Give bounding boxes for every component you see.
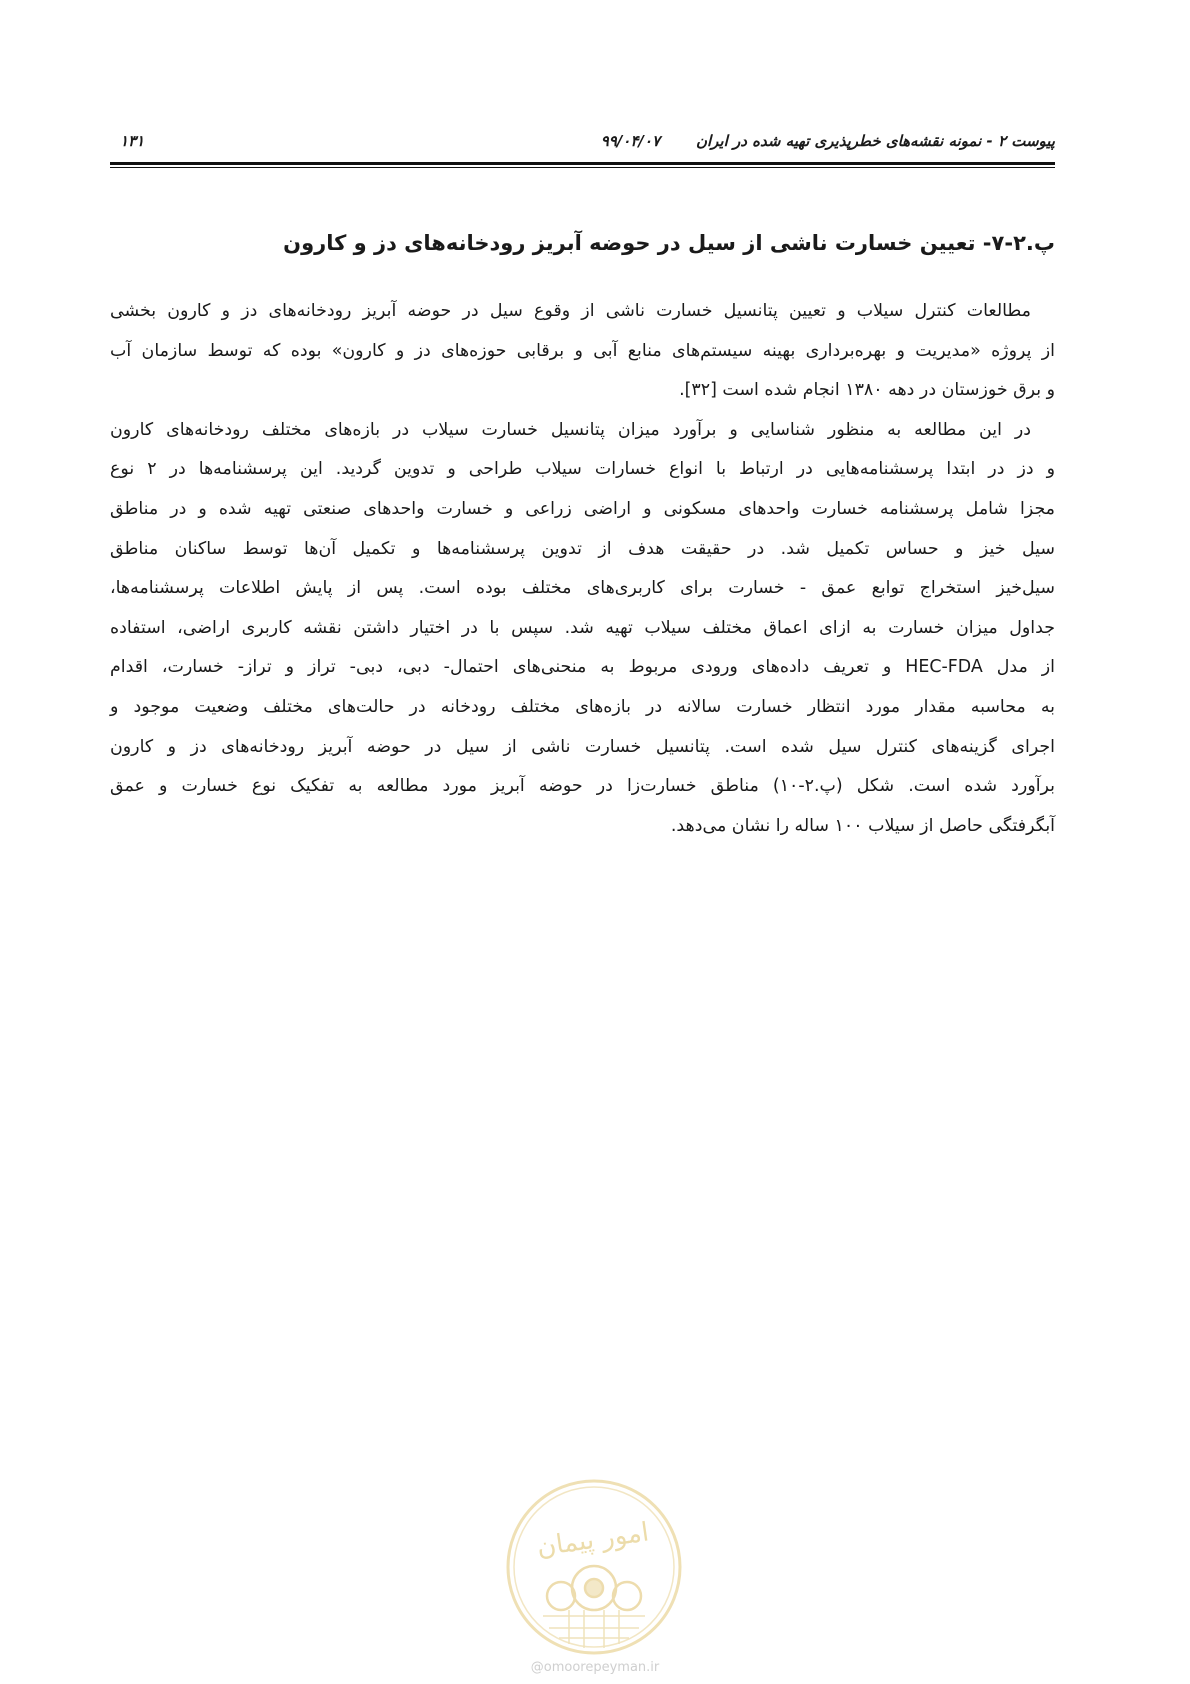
paragraph-2-line: از مدل HEC-FDA و تعریف داده‌های ورودی مربوط به منحنی‌های احتمال- دبی، دبی- تراز و تراز- خسارت، اقدام xyxy=(110,657,1055,678)
paragraph-2-line: برآورد شده است. شکل (پ.۲-۱۰) مناطق خسارت‌زا در حوضه آبریز مورد مطالعه به تفکیک نوع خسارت و عمق xyxy=(110,776,1055,797)
paragraph-2-line: اجرای گزینه‌های کنترل سیل شده است. پتانسیل خسارت ناشی از سیل در حوضه آبریز رودخانه‌های دز و کارون xyxy=(110,736,1055,757)
paragraph-2-line: آبگرفتگی حاصل از سیلاب ۱۰۰ ساله را نشان می‌دهد. xyxy=(670,815,1055,836)
watermark-grid-icon xyxy=(543,1610,645,1648)
body-text xyxy=(110,292,1055,846)
paragraph-1-line: و برق خوزستان در دهه ۱۳۸۰ انجام شده است [۳۲]. xyxy=(679,380,1055,401)
watermark-url: @omoorepeyman.ir xyxy=(530,1660,660,1675)
paragraph-2-line: مجزا شامل پرسشنامه خسارت واحدهای مسکونی و اراضی زراعی و خسارت واحدهای صنعتی تهیه شده و در مناطق xyxy=(110,498,1055,519)
paragraph-1-line: از پروژه «مدیریت و بهره‌برداری بهینه سیستم‌های منابع آبی و برقابی حوزه‌های دز و کارون» بوده که توسط سازمان آب xyxy=(110,340,1055,361)
paragraph-2-line: در این مطالعه به منظور شناسایی و برآورد میزان پتانسیل خسارت سیلاب در بازه‌های مختلف رودخانه‌های کارون xyxy=(110,419,1031,440)
paragraph-2-line: جداول میزان خسارت به ازای اعماق مختلف سیلاب تهیه شد. سپس با در اختیار داشتن نقشه کاربری اراضی، استفاده xyxy=(110,617,1055,638)
page-number: ۱۳۱ xyxy=(120,132,145,150)
paragraph-2-line: و دز در ابتدا پرسشنامه‌هایی در ارتباط با انواع خسارات سیلاب طراحی و تدوین گردید. این پرسشنامه‌ها در ۲ نوع xyxy=(110,459,1056,480)
watermark-logo xyxy=(503,1476,685,1658)
running-header xyxy=(110,128,1055,158)
paragraph-2-line: به محاسبه مقدار مورد انتظار خسارت سالانه در بازه‌های مختلف رودخانه در حالت‌های مختلف وضعیت موجود و xyxy=(110,696,1055,717)
header-rule-thick xyxy=(110,162,1055,165)
paragraph-2-line: سیل‌خیز استخراج توابع عمق - خسارت برای کاربری‌های مختلف بوده است. پس از پایش اطلاعات پرسشنامه‌ها، xyxy=(110,578,1055,599)
header-title: پیوست ۲ - نمونه نقشه‌های خطرپذیری تهیه شده در ایران xyxy=(695,132,1055,150)
section-heading: پ.۲-۷- تعیین خسارت ناشی از سیل در حوضه آبریز رودخانه‌های دز و کارون xyxy=(283,231,1055,255)
header-date: ۹۹/۰۴/۰۷ xyxy=(600,132,660,150)
watermark-logo-text: امور پیمان xyxy=(535,1517,651,1563)
header-rule-thin xyxy=(110,167,1055,168)
watermark-gear-icon xyxy=(547,1566,641,1610)
paragraph-1-line: مطالعات کنترل سیلاب و تعیین پتانسیل خسارت ناشی از وقوع سیل در حوضه آبریز رودخانه‌های دز و کارون بخشی xyxy=(110,301,1031,321)
paragraph-2-line: سیل خیز و حساس تکمیل شد. در حقیقت هدف از تدوین پرسشنامه‌ها و تکمیل آن‌ها توسط ساکنان مناطق xyxy=(110,538,1055,559)
